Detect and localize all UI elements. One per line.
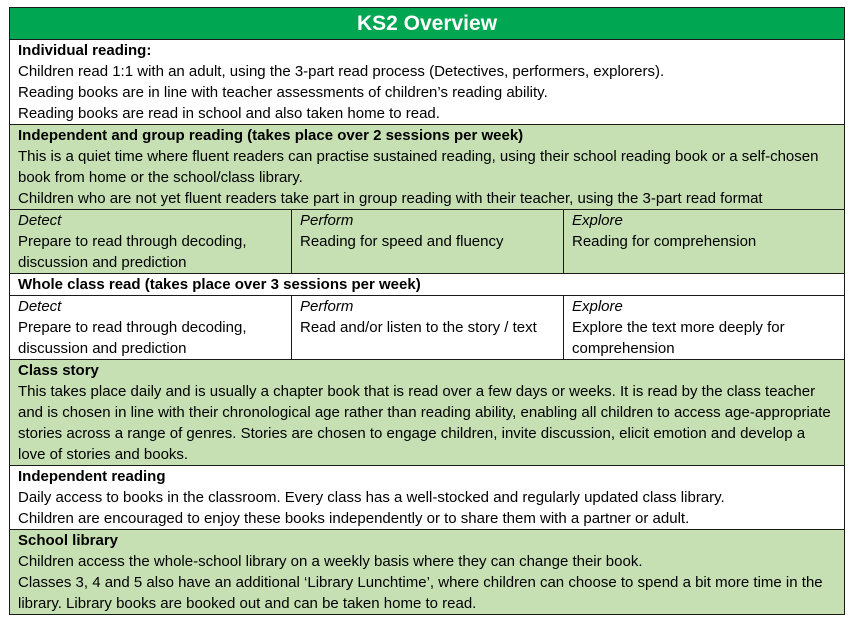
perform-label: Perform bbox=[300, 298, 354, 315]
detect-text: Prepare to read through decoding, discussion and prediction bbox=[18, 233, 247, 271]
school-library-row bbox=[10, 530, 845, 615]
independent-reading-heading: Independent reading bbox=[18, 468, 166, 485]
class-story-row bbox=[10, 360, 845, 466]
detect-label: Detect bbox=[18, 212, 62, 229]
document-title: KS2 Overview bbox=[10, 8, 845, 40]
individual-reading-line-2: Reading books are in line with teacher assessments of children’s reading ability. bbox=[18, 84, 548, 101]
detect-cell bbox=[10, 210, 292, 274]
individual-reading-heading: Individual reading: bbox=[18, 42, 152, 59]
explore-label: Explore bbox=[572, 212, 623, 229]
whole-class-read-row bbox=[10, 274, 845, 296]
independent-group-reading-line-1: This is a quiet time where fluent readers can practise sustained reading, using their school reading book or a self-chosen book from home or the school/class library. bbox=[18, 148, 819, 186]
individual-reading-row bbox=[10, 40, 845, 125]
explore-text: Explore the text more deeply for comprehension bbox=[572, 319, 785, 357]
whole-class-read-columns-row bbox=[10, 296, 845, 360]
ks2-overview-document bbox=[9, 7, 844, 615]
independent-group-reading-section bbox=[10, 125, 845, 210]
explore-label: Explore bbox=[572, 298, 623, 315]
perform-cell bbox=[292, 210, 564, 274]
school-library-line-1: Children access the whole-school library on a weekly basis where they can change their book. bbox=[18, 553, 643, 570]
individual-reading-line-1: Children read 1:1 with an adult, using the 3-part read process (Detectives, performers, explorers). bbox=[18, 63, 665, 80]
class-story-text: This takes place daily and is usually a chapter book that is read over a few days or weeks. It is read by the class teacher and is chosen in line with their chronological age rather than reading ability, enabling all children to access age-appropriate stories across a range of genres. Stories are chosen to engage children, invite discussion, elicit emotion and develop a love of stories and books. bbox=[18, 383, 831, 463]
class-story-heading: Class story bbox=[18, 362, 99, 379]
class-story-section bbox=[10, 360, 845, 466]
individual-reading-line-3: Reading books are read in school and also taken home to read. bbox=[18, 105, 440, 122]
independent-group-reading-line-2: Children who are not yet fluent readers take part in group reading with their teacher, using the 3-part read format bbox=[18, 190, 763, 207]
independent-reading-row bbox=[10, 466, 845, 530]
school-library-section bbox=[10, 530, 845, 615]
explore-cell bbox=[564, 296, 845, 360]
independent-group-reading-columns-row bbox=[10, 210, 845, 274]
perform-text: Reading for speed and fluency bbox=[300, 233, 504, 250]
whole-class-read-heading: Whole class read (takes place over 3 sessions per week) bbox=[18, 276, 421, 293]
school-library-line-2: Classes 3, 4 and 5 also have an additional ‘Library Lunchtime’, where children can choose to spend a bit more time in the library. Library books are booked out and can be taken home to read. bbox=[18, 574, 823, 612]
perform-text: Read and/or listen to the story / text bbox=[300, 319, 537, 336]
detect-label: Detect bbox=[18, 298, 62, 315]
detect-cell bbox=[10, 296, 292, 360]
independent-group-reading-heading: Independent and group reading (takes place over 2 sessions per week) bbox=[18, 127, 524, 144]
school-library-heading: School library bbox=[18, 532, 119, 549]
independent-reading-line-2: Children are encouraged to enjoy these books independently or to share them with a partner or adult. bbox=[18, 510, 690, 527]
independent-reading-section bbox=[10, 466, 845, 530]
individual-reading-section bbox=[10, 40, 845, 125]
perform-label: Perform bbox=[300, 212, 354, 229]
detect-text: Prepare to read through decoding, discussion and prediction bbox=[18, 319, 247, 357]
perform-cell bbox=[292, 296, 564, 360]
explore-text: Reading for comprehension bbox=[572, 233, 757, 250]
whole-class-read-section bbox=[10, 274, 845, 296]
overview-table bbox=[9, 7, 845, 615]
title-row bbox=[10, 8, 845, 40]
explore-cell bbox=[564, 210, 845, 274]
independent-group-reading-row bbox=[10, 125, 845, 210]
independent-reading-line-1: Daily access to books in the classroom. Every class has a well-stocked and regularly updated class library. bbox=[18, 489, 725, 506]
